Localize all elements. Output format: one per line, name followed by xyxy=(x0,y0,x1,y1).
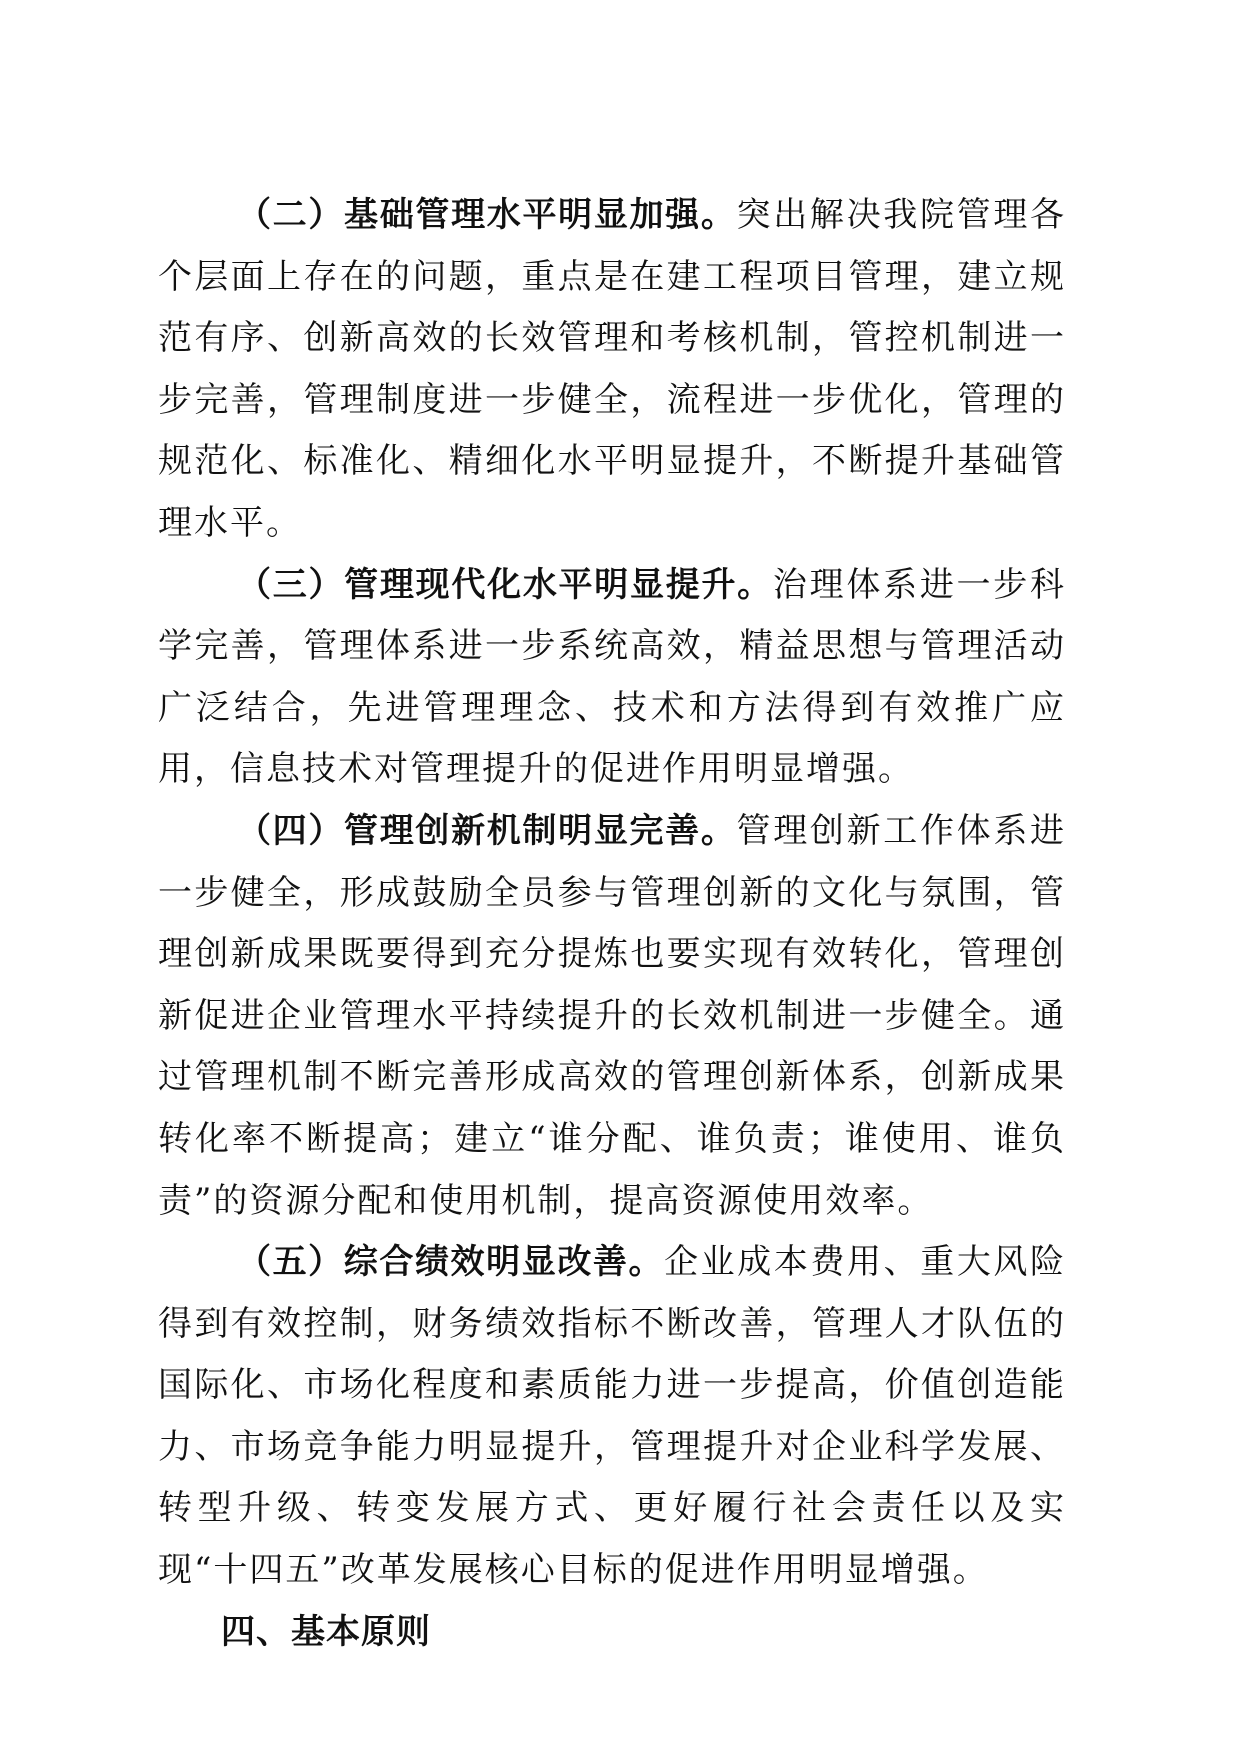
paragraph-lead: （四）管理创新机制明显完善。 xyxy=(237,810,737,851)
paragraph-lead: （二）基础管理水平明显加强。 xyxy=(237,195,737,235)
paragraph-text: 企业成本费用、重大风险得到有效控制，财务绩效指标不断改善，管理人才队伍的国际化、市场化程度和素质能力进一步提高，价值创造能力、市场竞争能力明显提升，管理提升对企业科学发展、转型升级、转变发展方式、更好履行社会责任以及实现“十四五”改革发展核心目标的促进作用明显增强。 xyxy=(158,1242,1067,1591)
paragraph-modernization xyxy=(158,555,1066,801)
document-page xyxy=(158,185,1066,1663)
paragraph-basic-management xyxy=(158,185,1066,555)
section-heading: 四、基本原则 xyxy=(221,1611,431,1652)
paragraph-text: 突出解决我院管理各个层面上存在的问题，重点是在建工程项目管理，建立规范有序、创新高效的长效管理和考核机制，管控机制进一步完善，管理制度进一步健全，流程进一步优化，管理的规范化、标准化、精细化水平明显提升，不断提升基础管理水平。 xyxy=(158,195,1067,543)
paragraph-text: 治理体系进一步科学完善，管理体系进一步系统高效，精益思想与管理活动广泛结合，先进管理理念、技术和方法得到有效推广应用，信息技术对管理提升的促进作用明显增强。 xyxy=(158,564,1067,790)
paragraph-lead: （五）综合绩效明显改善。 xyxy=(237,1242,665,1283)
paragraph-lead: （三）管理现代化水平明显提升。 xyxy=(237,564,773,605)
paragraph-innovation-mechanism xyxy=(158,801,1066,1232)
paragraph-comprehensive-performance xyxy=(158,1232,1066,1602)
paragraph-text: 管理创新工作体系进一步健全，形成鼓励全员参与管理创新的文化与氛围，管理创新成果既要得到充分提炼也要实现有效转化，管理创新促进企业管理水平持续提升的长效机制进一步健全。通过管理机制不断完善形成高效的管理创新体系，创新成果转化率不断提高；建立“谁分配、谁负责；谁使用、谁负责”的资源分配和使用机制，提高资源使用效率。 xyxy=(158,810,1067,1221)
